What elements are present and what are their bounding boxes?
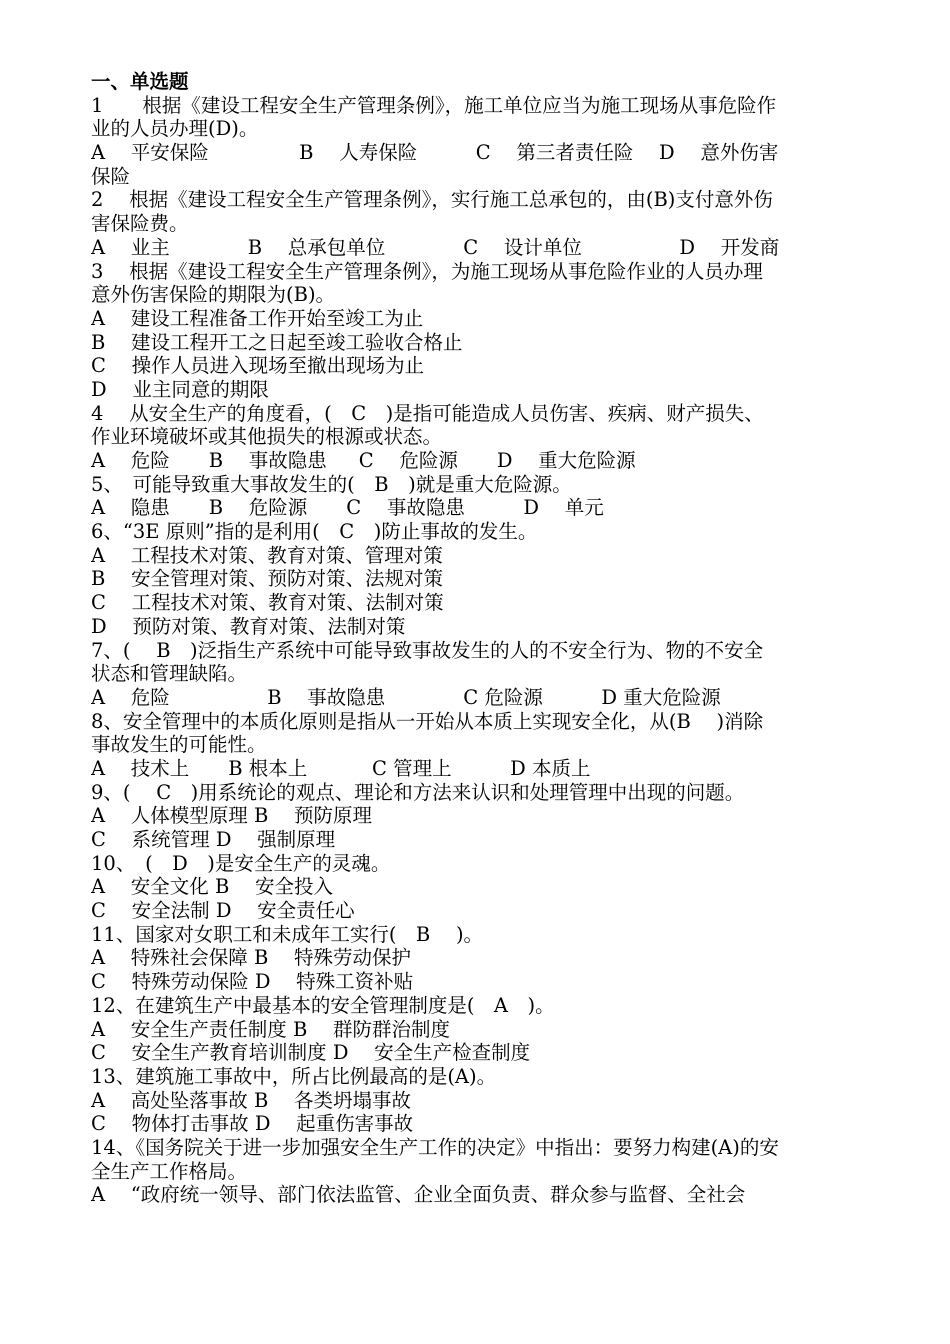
question-11-options-ab: A 特殊社会保障 B 特殊劳动保护 — [91, 946, 412, 970]
question-10-options-ab: A 安全文化 B 安全投入 — [91, 875, 334, 899]
question-8-text: 8、安全管理中的本质化原则是指从一开始从本质上实现安全化，从(B )消除 — [91, 709, 764, 733]
question-14-text-cont: 全生产工作格局。 — [91, 1159, 248, 1183]
question-13-text: 13、建筑施工事故中，所占比例最高的是(A)。 — [91, 1064, 497, 1088]
question-14-text: 14、《国务院关于进一步加强安全生产工作的决定》中指出：要努力构建(A)的安 — [91, 1135, 779, 1159]
question-6-text: 6、“3E 原则”指的是利用( C )防止事故的发生。 — [91, 520, 538, 544]
question-1-options: A 平安保险 B 人寿保险 C 第三者责任险 D 意外伤害 — [91, 141, 779, 165]
question-6-option-b: B 安全管理对策、预防对策、法规对策 — [91, 567, 444, 591]
question-2-text: 2 根据《建设工程安全生产管理条例》，实行施工总承包的，由(B)支付意外伤 — [91, 188, 773, 212]
question-5-options: A 隐患 B 危险源 C 事故隐患 D 单元 — [91, 496, 604, 520]
question-4-text: 4 从安全生产的角度看，( C )是指可能造成人员伤害、疾病、财产损失、 — [91, 401, 764, 425]
question-11-options-cd: C 特殊劳动保险 D 特殊工资补贴 — [91, 970, 414, 994]
document-page — [91, 70, 861, 1207]
question-9-options-cd: C 系统管理 D 强制原理 — [91, 828, 336, 851]
question-2-options: A 业主 B 总承包单位 C 设计单位 D 开发商 — [91, 235, 780, 259]
question-7-text-cont: 状态和管理缺陷。 — [91, 662, 248, 686]
question-3-text-cont: 意外伤害保险的期限为(B)。 — [91, 283, 336, 307]
question-13-options-ab: A 高处坠落事故 B 各类坍塌事故 — [91, 1088, 412, 1112]
question-7-options: A 危险 B 事故隐患 C 危险源 D 重大危险源 — [91, 685, 721, 709]
question-1-text: 1 根据《建设工程安全生产管理条例》，施工单位应当为施工现场从事危险作 — [91, 93, 777, 117]
question-12-text: 12、在建筑生产中最基本的安全管理制度是( A )。 — [91, 993, 555, 1017]
question-6-option-c: C 工程技术对策、教育对策、法制对策 — [91, 591, 444, 615]
question-2-text-cont: 害保险费。 — [91, 212, 189, 236]
question-12-options-cd: C 安全生产教育培训制度 D 安全生产检查制度 — [91, 1041, 531, 1065]
question-9-options-ab: A 人体模型原理 B 预防原理 — [91, 804, 373, 828]
question-12-options-ab: A 安全生产责任制度 B 群防群治制度 — [91, 1017, 451, 1041]
question-1-options-cont: 保险 — [91, 164, 131, 188]
question-10-options-cd: C 安全法制 D 安全责任心 — [91, 899, 355, 923]
question-5-text: 5、 可能导致重大事故发生的( B )就是重大危险源。 — [91, 472, 572, 496]
question-6-option-a: A 工程技术对策、教育对策、管理对策 — [91, 543, 443, 567]
question-14-option-a: A “政府统一领导、部门依法监管、企业全面负责、群众参与监督、全社会 — [91, 1183, 746, 1207]
question-3-option-a: A 建设工程准备工作开始至竣工为止 — [91, 306, 424, 330]
question-8-text-cont: 事故发生的可能性。 — [91, 733, 267, 757]
question-11-text: 11、国家对女职工和未成年工实行( B )。 — [91, 922, 484, 946]
question-3-text: 3 根据《建设工程安全生产管理条例》，为施工现场从事危险作业的人员办理 — [91, 259, 763, 283]
question-3-option-d: D 业主同意的期限 — [91, 377, 269, 401]
question-1-text-cont: 业的人员办理(D)。 — [91, 117, 259, 141]
question-9-text: 9、( C )用系统论的观点、理论和方法来认识和处理管理中出现的问题。 — [91, 780, 745, 804]
question-6-option-d: D 预防对策、教育对策、法制对策 — [91, 614, 406, 638]
question-7-text: 7、( B )泛指生产系统中可能导致事故发生的人的不安全行为、物的不安全 — [91, 638, 764, 662]
question-4-text-cont: 作业环境破坏或其他损失的根源或状态。 — [91, 425, 443, 449]
question-13-options-cd: C 物体打击事故 D 起重伤害事故 — [91, 1112, 414, 1136]
question-8-options: A 技术上 B 根本上 C 管理上 D 本质上 — [91, 756, 591, 780]
question-10-text: 10、 ( D )是安全生产的灵魂。 — [91, 851, 391, 875]
question-4-options: A 危险 B 事故隐患 C 危险源 D 重大危险源 — [91, 449, 636, 472]
question-3-option-b: B 建设工程开工之日起至竣工验收合格止 — [91, 330, 463, 354]
question-3-option-c: C 操作人员进入现场至撤出现场为止 — [91, 354, 425, 378]
section-heading: 一、单选题 — [91, 70, 189, 93]
